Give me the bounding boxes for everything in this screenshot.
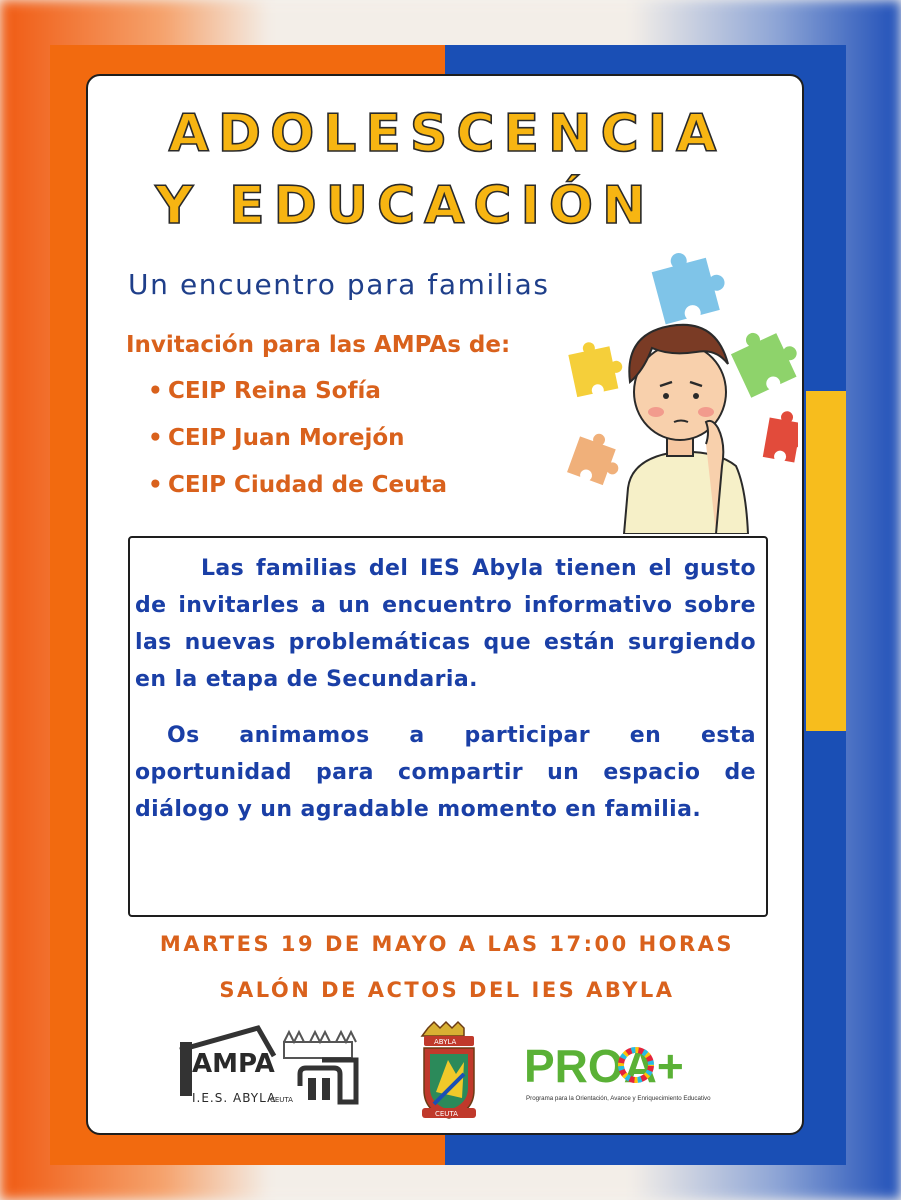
school-name: CEIP Reina Sofía xyxy=(168,378,381,404)
puzzle-piece-peach-icon xyxy=(567,428,628,489)
title-line-1: ADOLESCENCIA xyxy=(168,104,726,164)
frame-yellow-panel xyxy=(806,391,846,731)
ceuta-crest-icon xyxy=(422,1022,476,1118)
proa-logo-text: PROA+ xyxy=(524,1040,684,1092)
logo-strip xyxy=(88,1020,806,1120)
puzzle-piece-red-icon xyxy=(763,408,798,464)
school-name: CEIP Ciudad de Ceuta xyxy=(168,472,448,498)
puzzle-piece-blue-icon xyxy=(649,252,732,324)
ampa-logo-city: CEUTA xyxy=(270,1096,293,1104)
info-textbox xyxy=(128,536,768,917)
school-item xyxy=(148,372,447,419)
event-place: SALÓN DE ACTOS DEL IES ABYLA xyxy=(219,978,675,1002)
boy-icon xyxy=(624,325,748,534)
ampa-logo-subtext: I.E.S. ABYLA xyxy=(192,1091,277,1105)
invitation-heading: Invitación para las AMPAs de: xyxy=(126,332,511,358)
ampa-logo-text: AMPA xyxy=(192,1049,275,1079)
proa-logo xyxy=(524,1040,711,1102)
crest-top-text: ABYLA xyxy=(434,1038,457,1046)
bullet: • xyxy=(148,425,163,451)
puzzle-piece-yellow-icon xyxy=(567,336,627,397)
body-paragraph-2 xyxy=(135,717,756,828)
title-line-2: Y EDUCACIÓN xyxy=(155,176,655,236)
poster-card xyxy=(86,74,804,1135)
bullet: • xyxy=(148,378,163,404)
bullet: • xyxy=(148,472,163,498)
proa-tagline: Programa para la Orientación, Avance y Enriquecimiento Educativo xyxy=(526,1095,711,1102)
crest-banner-text: CEUTA xyxy=(435,1110,458,1118)
event-date-time: MARTES 19 DE MAYO A LAS 17:00 HORAS xyxy=(159,932,735,956)
body-paragraph-2-text: Os animamos a participar en esta oportunidad para compartir un espacio de diálogo y un agradable momento en familia. xyxy=(135,723,756,822)
school-item xyxy=(148,419,447,466)
body-paragraph-1-text: Las familias del IES Abyla tienen el gusto de invitarles a un encuentro informativo sobre las nuevas problemáticas que están surgiendo en la etapa de Secundaria. xyxy=(135,556,756,692)
subtitle: Un encuentro para familias xyxy=(128,268,550,301)
school-name: CEIP Juan Morejón xyxy=(168,425,405,451)
school-item xyxy=(148,466,447,513)
school-list xyxy=(148,372,447,513)
thinking-boy-illustration xyxy=(566,252,798,534)
puzzle-piece-green-icon xyxy=(726,319,798,398)
body-paragraph-1 xyxy=(135,550,756,698)
ampa-logo xyxy=(180,1028,356,1105)
